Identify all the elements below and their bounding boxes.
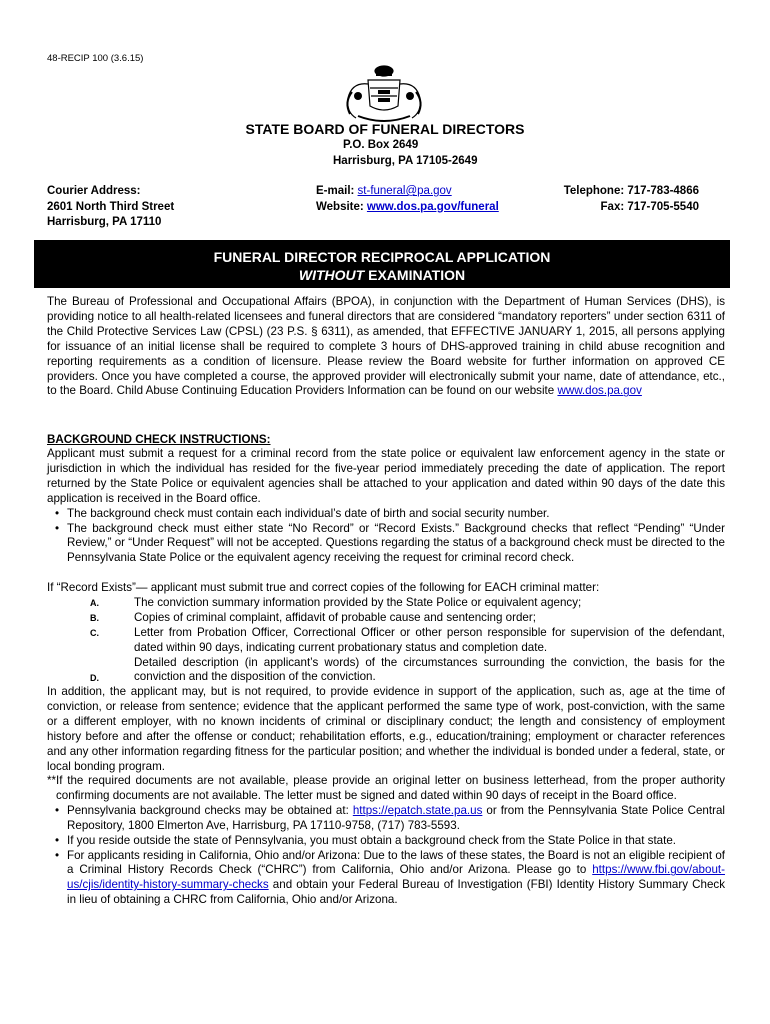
phone-info (541, 184, 699, 215)
form-title-banner (34, 240, 730, 288)
form-title-line2 (34, 266, 730, 284)
item-text: Detailed description (in applicant’s words) of the circumstances surrounding the conviction, the basis for the conviction and the disposition of the conviction. (134, 655, 725, 684)
telephone: Telephone: 717-783-4866 (563, 185, 699, 197)
additional-evidence-paragraph: In addition, the applicant may, but is not required, to provide evidence in support of the application, such as, age at the time of conviction, or release from sentence; evidence that the applicant performed the same type of work, post-conviction, with the same or a different employer, with no known incidents of criminal or disciplinary conduct; the length and consistency of employment history before and after the offense or conduct; rehabilitation efforts, e.g., education/training; employment or character references and any other information regarding fitness for the particular position; and whether the individual is bonded under a federal, state, or local bonding program. (47, 685, 725, 773)
list-item (47, 626, 725, 656)
ca-text-pre: For applicants residing in California, Ohio and/or Arizona: Due to the laws of these states, the Board is not an eligible recipient of a Criminal History Records Check (“CHRC”) from California, Ohio and/or Arizona. Please go to (67, 848, 725, 877)
notes-bullets (47, 804, 725, 908)
background-section (47, 447, 725, 566)
list-item: • The background check must contain each individual’s date of birth and social security number. (67, 507, 725, 522)
record-exists-section (47, 581, 725, 685)
website-link[interactable]: www.dos.pa.gov/funeral (366, 200, 499, 213)
item-label: A. (90, 597, 99, 608)
record-exists-intro: If “Record Exists”— applicant must submit true and correct copies of the following for EACH criminal matter: (47, 581, 600, 594)
form-title-line1: FUNERAL DIRECTOR RECIPROCAL APPLICATION (213, 249, 551, 265)
courier-address (47, 184, 174, 231)
courier-street: 2601 North Third Street (47, 200, 175, 213)
pa-text-pre: Pennsylvania background checks may be obtained at: (67, 803, 353, 817)
pennsylvania-seal-icon (338, 62, 430, 128)
examination-text: EXAMINATION (364, 267, 466, 283)
item-label: C. (90, 627, 99, 638)
item-label: B. (90, 612, 99, 623)
background-bullets (47, 507, 725, 567)
contact-info (316, 184, 499, 215)
list-item: • The background check must either state “No Record” or “Record Exists.” Background checks that reflect “Pending” “Under Review,” or “Under Request” will not be accepted. Questions regarding the status of a background check must be directed to the Pennsylvania State Police or the equivalent agency receiving the request for criminal record check. (67, 522, 725, 567)
courier-label: Courier Address: (47, 185, 141, 197)
unavailable-note: **If the required documents are not available, please provide an original letter on business letterhead, from the proper authority confirming documents are not available. The letter must be signed and dated within 90 days of receipt in the Board office. (47, 774, 725, 802)
po-box: P.O. Box 2649 (343, 139, 419, 151)
item-text: Copies of criminal complaint, affidavit of probable cause and sentencing order; (134, 610, 536, 624)
fbi-link[interactable]: https://www.fbi.gov/about-us/cjis/identity-history-summary-checks (67, 863, 725, 892)
dos-website-link[interactable]: www.dos.pa.gov (557, 384, 642, 398)
list-item: • If you reside outside the state of Pennsylvania, you must obtain a background check from the State Police in that state. (67, 834, 725, 849)
ca-text-post: and obtain your Federal Bureau of Investigation (FBI) Identity History Summary Check in lieu of obtaining a CHRC from California, Ohio and/or Arizona. (67, 878, 725, 907)
fax: Fax: 717-705-5540 (600, 200, 699, 213)
list-item (67, 849, 725, 909)
form-id: 48-RECIP 100 (3.6.15) (47, 53, 144, 64)
item-text: Letter from Probation Officer, Correctional Officer or other person responsible for supervision of the defendant, dated within 90 days, indicating current probationary status and completion date. (134, 625, 725, 654)
list-item (67, 804, 725, 834)
notes-section (47, 774, 725, 908)
background-intro: Applicant must submit a request for a criminal record from the state police or equivalent law enforcement agency in the state or jurisdiction in which the individual has resided for the five-year period immediately preceding the date of application. The report returned by the State Police or equivalent agencies shall be attached to your application and dated within 90 days of the date this application is received in the Board office. (47, 447, 725, 505)
list-item (47, 611, 725, 626)
website-label: Website: (316, 200, 367, 213)
pa-text-post: or from the Pennsylvania State Police Central Repository, 1800 Elmerton Ave, Harrisburg, PA 17110-9758, (717) 783-5593. (67, 803, 725, 832)
background-heading: BACKGROUND CHECK INSTRUCTIONS: (47, 433, 271, 446)
item-text: The conviction summary information provided by the State Police or equivalent agency; (134, 595, 582, 609)
email-link[interactable]: st-funeral@pa.gov (357, 185, 452, 197)
board-title: STATE BOARD OF FUNERAL DIRECTORS (245, 121, 525, 137)
courier-city: Harrisburg, PA 17110 (47, 216, 162, 228)
item-label: D. (90, 672, 99, 683)
list-item (47, 596, 725, 611)
mailing-city: Harrisburg, PA 17105-2649 (333, 155, 478, 167)
epatch-link[interactable]: https://epatch.state.pa.us (352, 803, 483, 817)
list-item (47, 656, 725, 686)
intro-text: The Bureau of Professional and Occupational Affairs (BPOA), in conjunction with the Department of Human Services (DHS), is providing notice to all health-related licensees and funeral directors that are considered “mandatory reporters” under section 6311 of the Child Protective Services Law (CPSL) (23 P.S. § 6311), as amended, that EFFECTIVE JANUARY 1, 2015, all persons applying for issuance of an initial license shall be required to complete 3 hours of DHS-approved training in child abuse recognition and reporting requirements as a condition of licensure. Please review the Board website for further information on approved CE providers. Once you have completed a course, the approved provider will electronically submit your name, date of attendance, etc., to the Board. Child Abuse Continuing Education Providers Information can be found on our website (47, 295, 725, 398)
email-label: E-mail: (316, 185, 358, 197)
without-emphasis: WITHOUT (298, 267, 365, 283)
intro-paragraph (47, 295, 725, 399)
